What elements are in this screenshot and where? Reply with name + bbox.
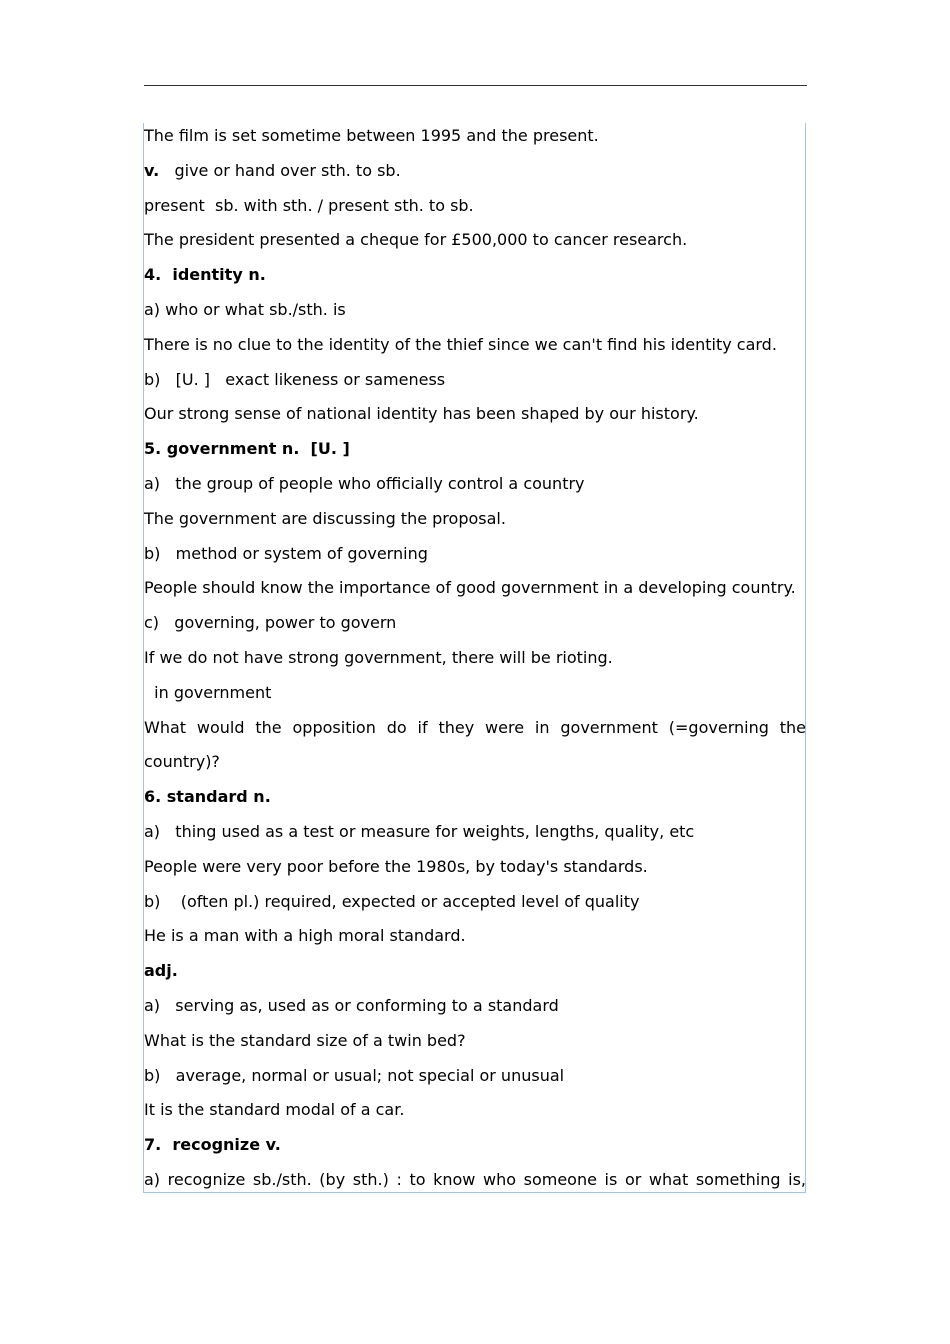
text-line: b) method or system of governing — [144, 543, 428, 563]
text-line: present sb. with sth. / present sth. to sb. — [144, 195, 474, 215]
text-line: 6. standard n. — [144, 787, 271, 807]
text-line: People were very poor before the 1980s, by today's standards. — [144, 856, 648, 876]
text-line: The government are discussing the proposal. — [144, 508, 506, 528]
text-line: b) average, normal or usual; not special or unusual — [144, 1065, 565, 1085]
text-line — [144, 158, 806, 193]
text-line: 5. government n. [U. ] — [144, 439, 350, 459]
text-line: What is the standard size of a twin bed? — [144, 1030, 466, 1050]
text-line: a) recognize sb./sth. (by sth.) : to know who someone is or what something is, — [144, 1169, 806, 1189]
text-line: a) serving as, used as or conforming to a standard — [144, 995, 559, 1015]
document-body — [144, 123, 806, 1202]
text-line: It is the standard modal of a car. — [144, 1100, 405, 1120]
text-line: a) who or what sb./sth. is — [144, 299, 346, 319]
text-line: 7. recognize v. — [144, 1135, 281, 1155]
text-line: He is a man with a high moral standard. — [144, 926, 466, 946]
text-line: country)? — [144, 752, 220, 772]
part-of-speech-label: v. — [144, 160, 160, 180]
text-line: The film is set sometime between 1995 and the present. — [144, 126, 599, 145]
text-line: 4. identity n. — [144, 265, 266, 285]
header-rule — [144, 85, 807, 86]
text-line: a) the group of people who officially control a country — [144, 473, 585, 493]
text-line: in government — [144, 682, 272, 702]
text-line: If we do not have strong government, there will be rioting. — [144, 647, 613, 667]
text-line: People should know the importance of good government in a developing country. — [144, 578, 796, 598]
text-line: There is no clue to the identity of the thief since we can't find his identity card. — [144, 334, 777, 354]
text-line: a) thing used as a test or measure for weights, lengths, quality, etc — [144, 821, 695, 841]
text-line: The president presented a cheque for £500,000 to cancer research. — [144, 230, 688, 250]
text-line: Our strong sense of national identity has been shaped by our history. — [144, 404, 699, 424]
text-line: b) (often pl.) required, expected or accepted level of quality — [144, 891, 640, 911]
text-line: adj. — [144, 961, 178, 981]
text-line: What would the opposition do if they were in government (=governing the — [144, 717, 806, 737]
text-line: c) governing, power to govern — [144, 613, 397, 633]
text-line: b) [U. ] exact likeness or sameness — [144, 369, 446, 389]
definition-text: give or hand over sth. to sb. — [159, 160, 401, 180]
